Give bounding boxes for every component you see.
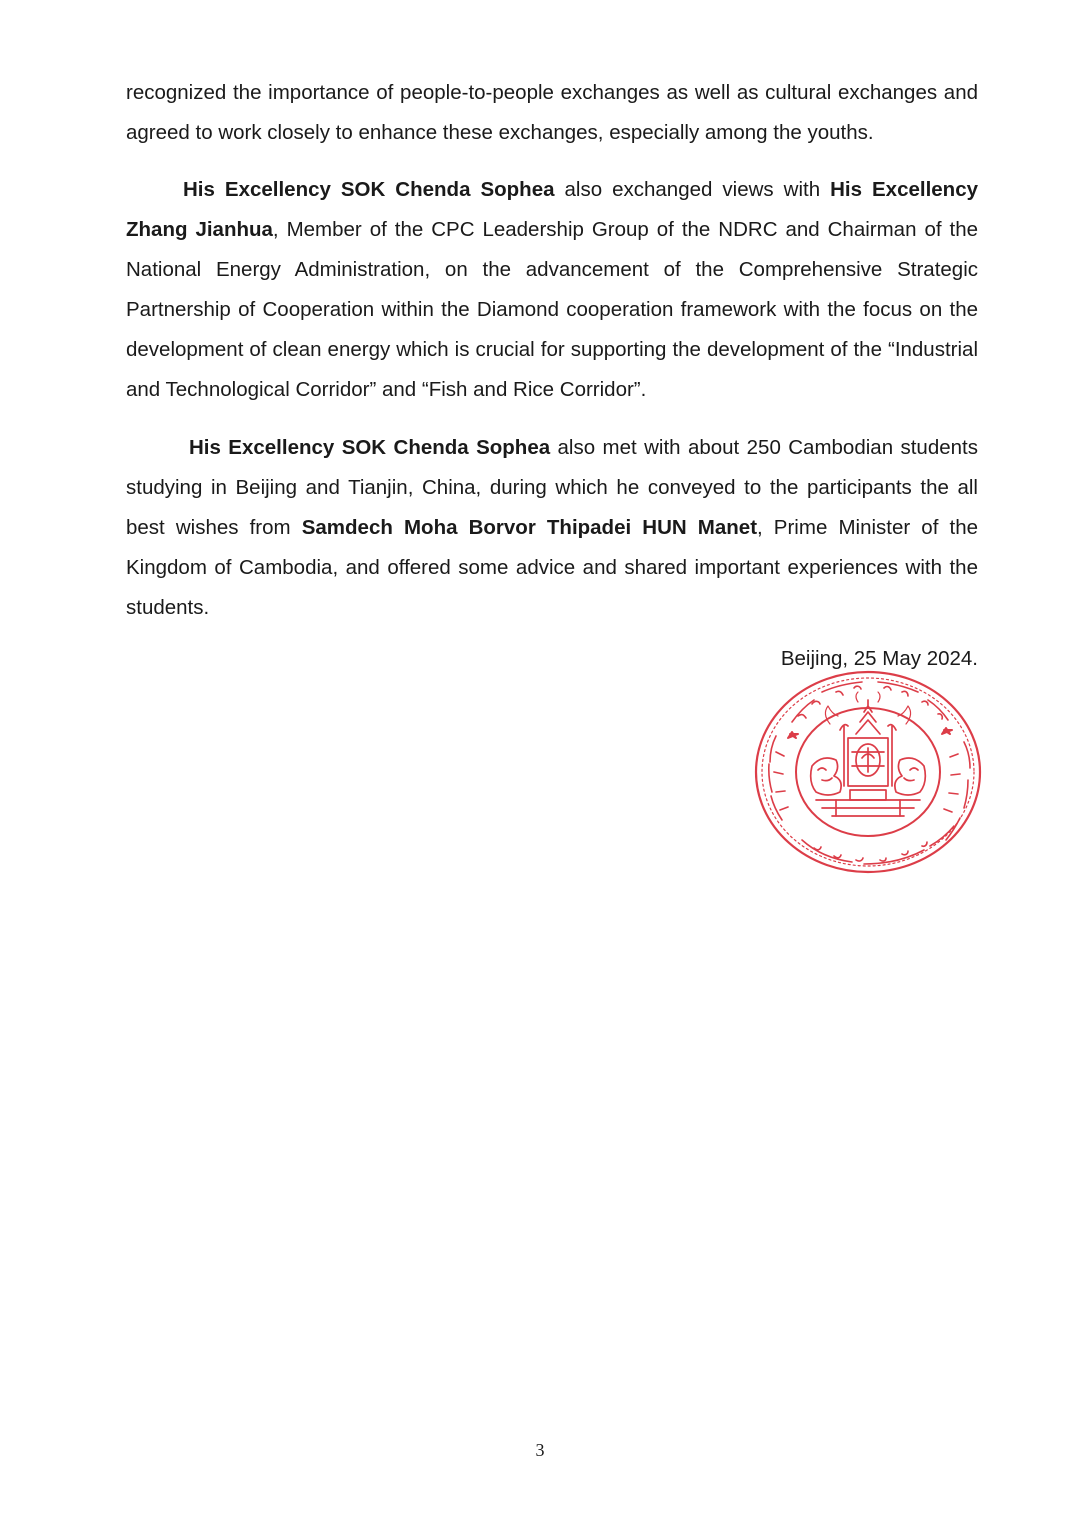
paragraph-2-text-2: , Member of the CPC Leadership Group of the NDRC and Chairman of the National Energy Administration, on the advancement of the Comprehensive Strategic Partnership of Cooperation within the Diamond cooperation framework with the focus on the development of clean energy which is crucial for supporting the development of the “Industrial and Technological Corridor” and “Fish and Rice Corridor”.: [126, 218, 978, 401]
page-number: 3: [535, 1440, 545, 1460]
official-seal-stamp: [752, 662, 984, 878]
dateline: Beijing, 25 May 2024.: [780, 647, 978, 670]
paragraph-3-bold-1: His Excellency SOK Chenda Sophea: [189, 436, 551, 459]
paragraph-1: [126, 73, 978, 153]
paragraph-3-text-1: also met with about 250 Cambodian students studying in Beijing and Tianjin, China, during which he conveyed to the participants the all best wishes from: [126, 436, 978, 539]
paragraph-2: [126, 170, 978, 410]
paragraph-3-bold-2: Samdech Moha Borvor Thipadei HUN Manet: [301, 516, 758, 539]
paragraph-3-text-2: , Prime Minister of the Kingdom of Cambodia, and offered some advice and shared important experiences with the students.: [126, 516, 978, 619]
paragraph-1-text: recognized the importance of people-to-people exchanges as well as cultural exchanges and agreed to work closely to enhance these exchanges, especially among the youths.: [126, 81, 978, 144]
paragraph-2-bold-2: His Excellency Zhang Jianhua: [126, 178, 978, 241]
paragraph-2-bold-1: His Excellency SOK Chenda Sophea: [183, 178, 555, 201]
paragraph-2-text-1: also exchanged views with: [554, 178, 831, 201]
paragraph-3: [126, 428, 978, 628]
